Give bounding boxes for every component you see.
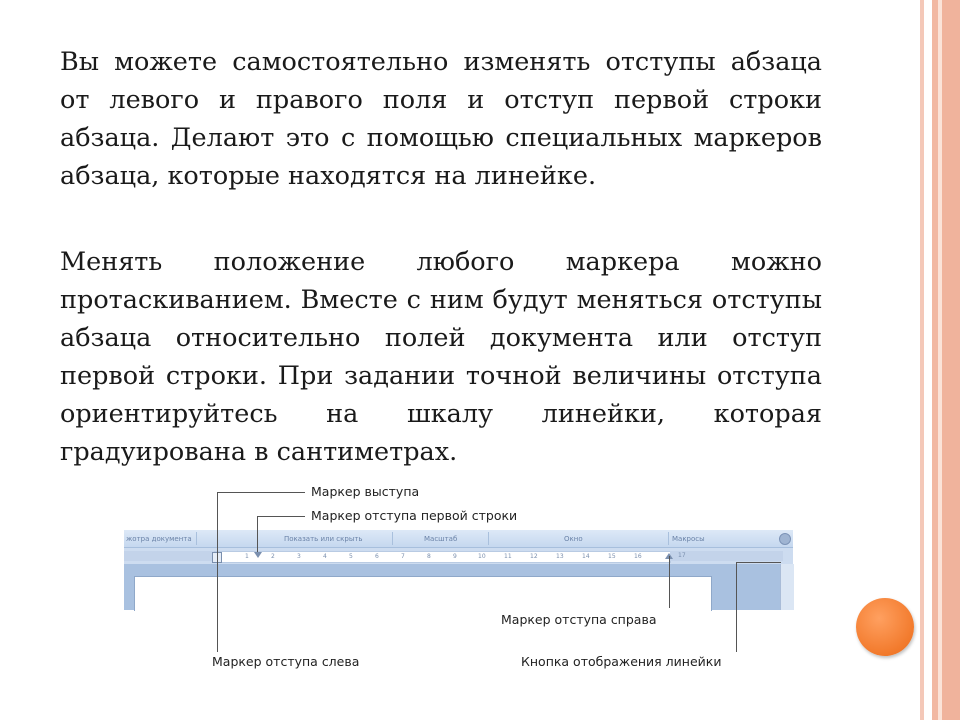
horizontal-ruler — [124, 548, 793, 564]
callout-first-line-marker: Маркер отступа первой строки — [311, 508, 518, 523]
orange-circle-decoration — [856, 598, 914, 656]
callout-line — [736, 562, 781, 563]
ruler-number: 7 — [401, 553, 405, 560]
ruler-scale — [214, 551, 671, 563]
callout-line — [217, 492, 218, 652]
ruler-number: 4 — [323, 553, 327, 560]
ruler-toggle-icon[interactable] — [779, 533, 791, 545]
ruler-number: 10 — [478, 553, 486, 560]
ribbon-group-label: Масштаб — [424, 535, 458, 543]
ribbon-group-label: Показать или скрыть — [284, 535, 363, 543]
callout-line — [217, 492, 305, 493]
ruler-number: 9 — [453, 553, 457, 560]
ruler-number: 17 — [678, 552, 686, 559]
ruler-number: 15 — [608, 553, 616, 560]
ribbon-group-label: Макросы — [672, 535, 705, 543]
callout-right-indent-marker: Маркер отступа справа — [501, 612, 657, 627]
ruler-number: 6 — [375, 553, 379, 560]
ribbon-separator — [488, 532, 489, 545]
word-ruler-screenshot — [124, 530, 793, 610]
ruler-number: 1 — [245, 553, 249, 560]
ruler-number: 16 — [634, 553, 642, 560]
decor-stripe-2 — [924, 0, 932, 720]
ribbon-separator — [196, 532, 197, 545]
first-line-indent-marker[interactable] — [254, 552, 262, 558]
ruler-number: 5 — [349, 553, 353, 560]
callout-left-indent-marker: Маркер отступа слева — [212, 654, 360, 669]
ruler-number: 11 — [504, 553, 512, 560]
ruler-number: 8 — [427, 553, 431, 560]
paragraph-markers-dragging: Менять положение любого маркера можно протаскиванием. Вместе с ним будут меняться отступы абзаца относительно полей документа или отступ первой строки. При задании точной величины отступа ориентируйтесь на шкалу линейки, которая градуирована в сантиметрах. — [60, 247, 822, 467]
callout-line — [669, 556, 670, 608]
decor-stripe-5 — [942, 0, 960, 720]
callout-line — [257, 516, 305, 517]
ruler-number: 14 — [582, 553, 590, 560]
ruler-number: 2 — [271, 553, 275, 560]
document-page[interactable] — [134, 576, 712, 611]
ruler-number: 13 — [556, 553, 564, 560]
ribbon-group-labels — [124, 530, 793, 548]
callout-hanging-marker: Маркер выступа — [311, 484, 420, 499]
ribbon-group-label: жотра документа — [126, 535, 192, 543]
ribbon-separator — [668, 532, 669, 545]
callout-line — [736, 562, 737, 652]
ruler-number: 12 — [530, 553, 538, 560]
ruler-number: 3 — [297, 553, 301, 560]
callout-ruler-button: Кнопка отображения линейки — [521, 654, 722, 669]
ruler-right-margin — [670, 551, 783, 561]
vertical-scrollbar[interactable] — [780, 564, 794, 610]
ribbon-separator — [392, 532, 393, 545]
paragraph-indents-intro: Вы можете самостоятельно изменять отступы абзаца от левого и правого поля и отступ первой строки абзаца. Делают это с помощью специальных маркеров абзаца, которые находятся на линейке. — [60, 47, 822, 191]
ruler-left-margin — [124, 551, 214, 561]
ribbon-group-label: Окно — [564, 535, 583, 543]
document-area — [124, 564, 793, 610]
callout-line — [257, 516, 258, 552]
